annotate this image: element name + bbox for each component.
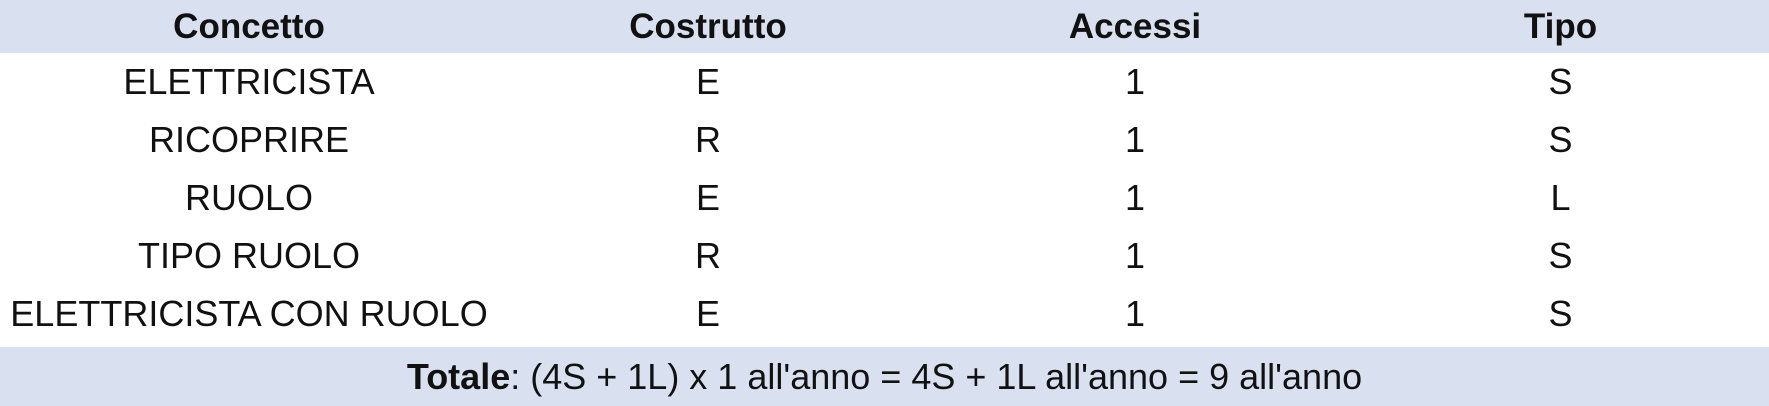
cell-concetto: RUOLO — [184, 177, 314, 218]
cell-accessi: 1 — [1124, 235, 1146, 276]
cell-costrutto: R — [695, 119, 721, 160]
cell-concetto: ELETTRICISTA — [123, 61, 375, 102]
cell-tipo: S — [1548, 61, 1573, 102]
cell-costrutto: E — [695, 293, 720, 334]
header-concetto: Concetto — [173, 6, 325, 46]
table-row — [0, 227, 1769, 285]
total-line — [407, 356, 1362, 398]
header-tipo: Tipo — [1523, 6, 1598, 46]
table-row — [0, 111, 1769, 169]
header-accessi: Accessi — [1068, 6, 1202, 46]
cell-accessi: 1 — [1124, 119, 1146, 160]
table-row — [0, 285, 1769, 343]
table-footer — [0, 347, 1769, 406]
total-label: Totale — [406, 355, 511, 397]
table-row — [0, 53, 1769, 111]
total-formula: : (4S + 1L) x 1 all'anno = 4S + 1L all'anno = 9 all'anno — [510, 355, 1363, 397]
cell-costrutto: R — [695, 235, 721, 276]
cell-accessi: 1 — [1124, 293, 1146, 334]
cell-accessi: 1 — [1124, 61, 1146, 102]
cell-concetto: RICOPRIRE — [148, 119, 350, 160]
header-costrutto: Costrutto — [629, 6, 787, 46]
cell-tipo: S — [1548, 119, 1573, 160]
table-row — [0, 169, 1769, 227]
cell-costrutto: E — [695, 177, 720, 218]
cell-tipo: L — [1550, 177, 1571, 218]
cell-tipo: S — [1548, 235, 1573, 276]
table-header — [0, 0, 1769, 53]
cell-accessi: 1 — [1124, 177, 1146, 218]
cell-tipo: S — [1548, 293, 1573, 334]
cell-costrutto: E — [695, 61, 720, 102]
cell-concetto: ELETTRICISTA CON RUOLO — [10, 293, 488, 334]
cell-concetto: TIPO RUOLO — [137, 235, 361, 276]
